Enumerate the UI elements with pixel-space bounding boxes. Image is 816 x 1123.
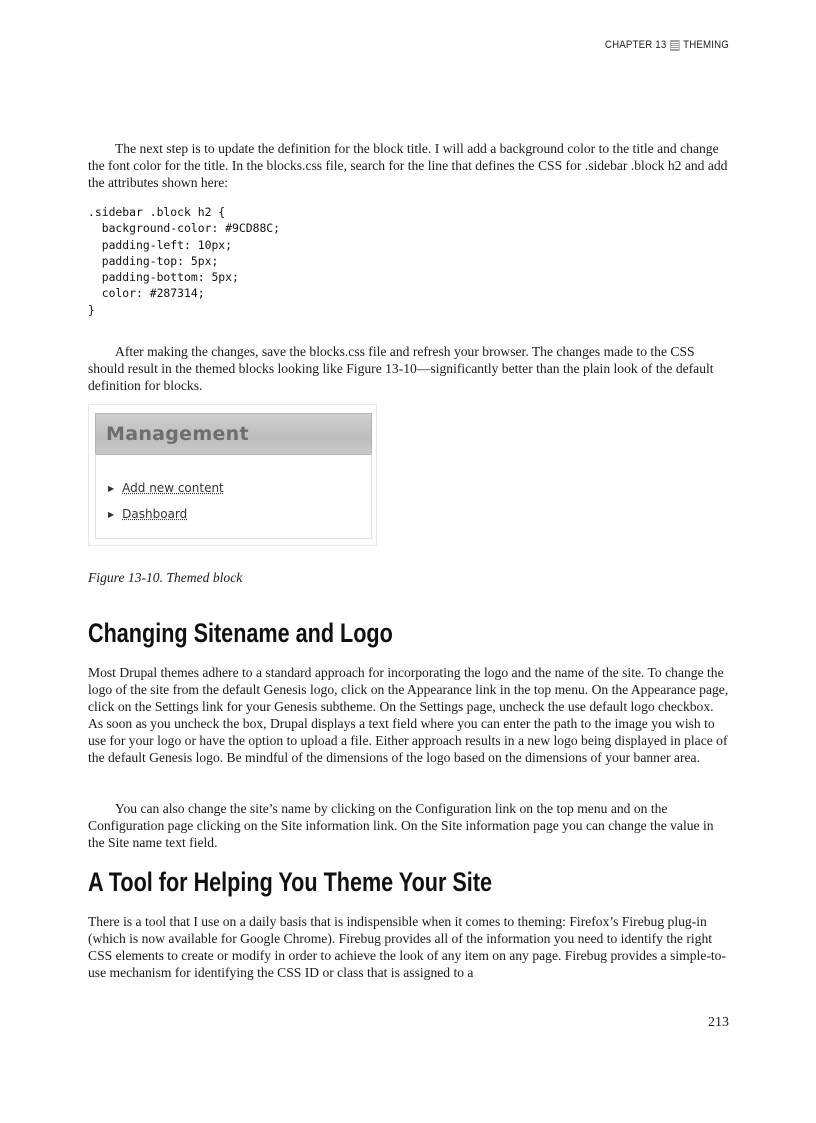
triangle-right-icon: ▶	[108, 483, 115, 493]
chapter-label: CHAPTER 13	[604, 39, 667, 51]
intro-paragraph: The next step is to update the definition for the block title. I will add a background color to the title and change the font color for the title. In the blocks.css file, search for the line that defines the CSS for .sidebar .block h2 and add the attributes shown here:	[88, 141, 728, 190]
section1-paragraph2: You can also change the site’s name by clicking on the Configuration link on the top menu and on the Configuration page clicking on the Site information link. On the Site information page you can change the value in the Site name text field.	[88, 801, 714, 850]
block-body	[95, 454, 372, 539]
themed-block-figure	[88, 404, 377, 546]
block-link-dashboard	[108, 507, 187, 521]
link-label: Dashboard	[122, 507, 188, 521]
block-link-add-new-content	[108, 481, 224, 495]
block-header	[95, 413, 372, 455]
running-head	[605, 39, 729, 51]
after-code-paragraph: After making the changes, save the blocks.css file and refresh your browser. The changes made to the CSS should result in the themed blocks looking like Figure 13-10—significantly better than the plain look of the default definition for blocks.	[88, 344, 714, 393]
section-heading: A Tool for Helping You Theme Your Site	[88, 867, 493, 897]
separator-icon	[670, 40, 680, 51]
page-number: 213	[708, 1015, 729, 1030]
css-code-listing: .sidebar .block h2 { background-color: #9CD88C; padding-left: 10px; padding-top: 5px; padding-bottom: 5px; color: #287314; }	[88, 205, 281, 317]
figure-caption: Figure 13-10. Themed block	[88, 570, 243, 585]
section-heading: Changing Sitename and Logo	[88, 618, 393, 648]
link-label: Add new content	[122, 481, 224, 495]
section2-paragraph1: There is a tool that I use on a daily basis that is indispensible when it comes to theming: Firefox’s Firebug plug-in (which is now available for Google Chrome). Firebug provides all of the information you need to identify the right CSS elements to create or modify in order to achieve the look of any item on any page. Firebug provides a simple-to-use mechanism for identifying the CSS ID or class that is assigned to a	[88, 914, 726, 980]
section1-paragraph1: Most Drupal themes adhere to a standard approach for incorporating the logo and the name of the site. To change the logo of the site from the default Genesis logo, click on the Appearance link in the top menu. On the Appearance page, click on the Settings link for your Genesis subtheme. On the Settings page, uncheck the use default logo checkbox. As soon as you uncheck the box, Drupal displays a text field where you can enter the path to the image you wish to use for your logo or have the option to upload a file. Either approach results in a new logo being displayed in place of the default Genesis logo. Be mindful of the dimensions of the logo based on the dimensions of your banner area.	[88, 665, 729, 765]
section-label: THEMING	[683, 39, 729, 51]
triangle-right-icon: ▶	[108, 509, 115, 519]
block-title: Management	[106, 423, 249, 445]
